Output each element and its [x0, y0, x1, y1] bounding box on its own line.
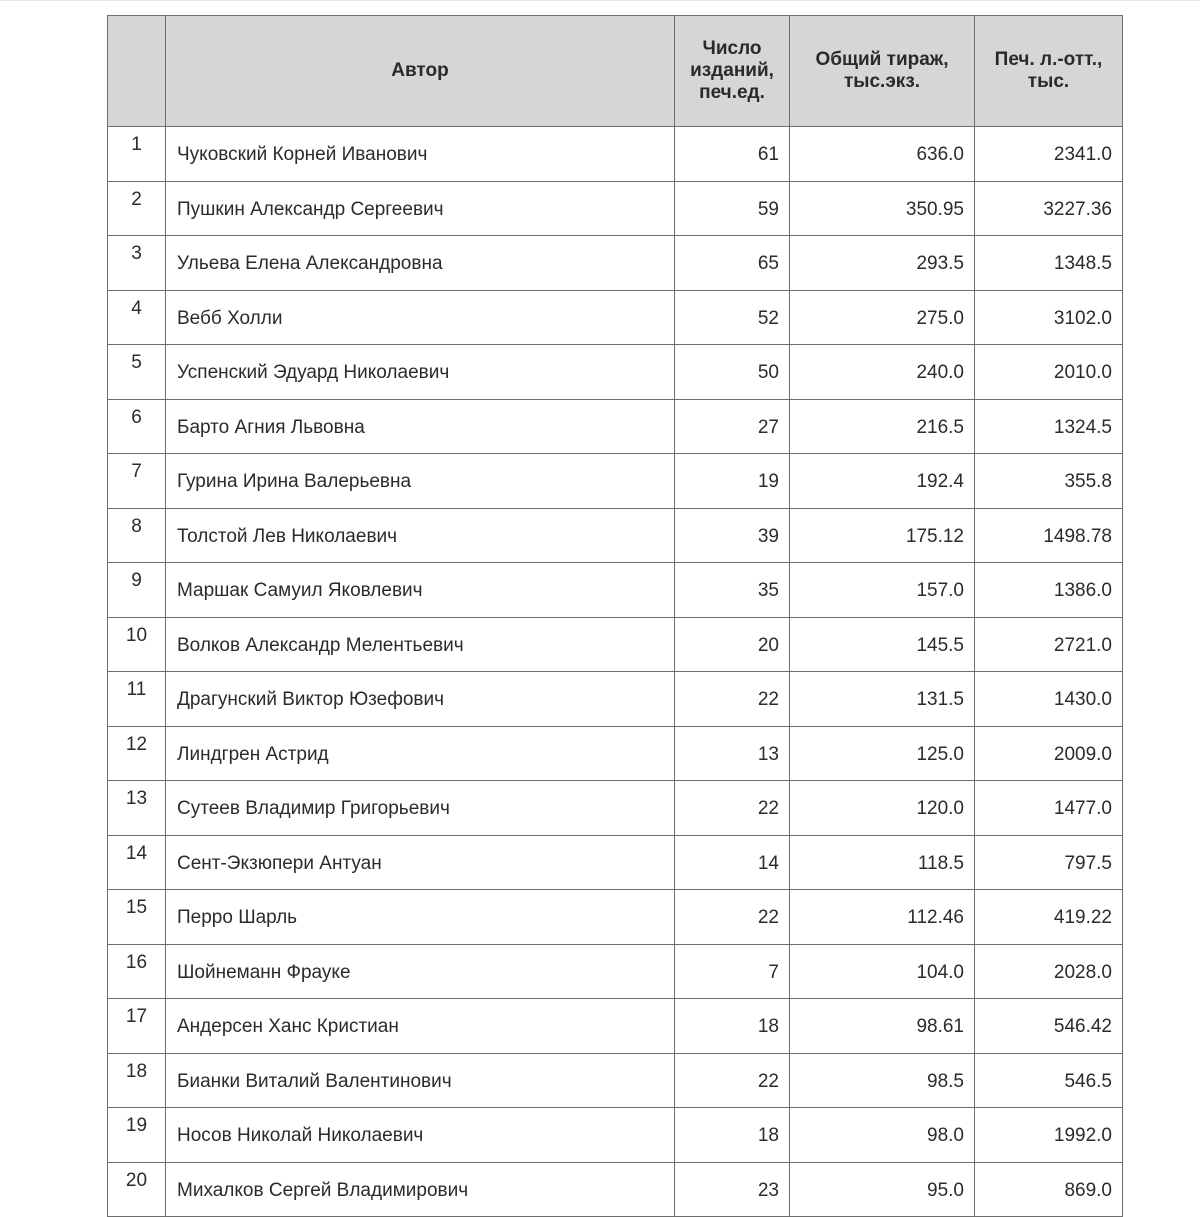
printed-sheets-cell: 1477.0	[975, 781, 1123, 836]
table-row	[108, 236, 1123, 291]
table-row	[108, 1053, 1123, 1108]
circulation-cell: 636.0	[790, 127, 975, 182]
author-name-cell: Вебб Холли	[166, 290, 675, 345]
header-circulation-line: тыс.экз.	[843, 71, 921, 92]
table-row	[108, 835, 1123, 890]
editions-count-cell: 22	[675, 672, 790, 727]
row-number: 13	[108, 781, 166, 836]
header-author: Автор	[166, 16, 675, 127]
circulation-cell: 98.0	[790, 1108, 975, 1163]
circulation-cell: 145.5	[790, 617, 975, 672]
circulation-cell: 95.0	[790, 1162, 975, 1217]
header-sheets-line: тыс.	[1027, 71, 1070, 92]
header-row	[108, 16, 1123, 127]
printed-sheets-cell: 546.42	[975, 999, 1123, 1054]
printed-sheets-cell: 2028.0	[975, 944, 1123, 999]
author-name-cell: Барто Агния Львовна	[166, 399, 675, 454]
row-number: 19	[108, 1108, 166, 1163]
printed-sheets-cell: 1992.0	[975, 1108, 1123, 1163]
header-index	[108, 16, 166, 127]
editions-count-cell: 13	[675, 726, 790, 781]
table-body	[108, 127, 1123, 1217]
author-name-cell: Сутеев Владимир Григорьевич	[166, 781, 675, 836]
circulation-cell: 216.5	[790, 399, 975, 454]
author-name-cell: Бианки Виталий Валентинович	[166, 1053, 675, 1108]
circulation-cell: 275.0	[790, 290, 975, 345]
row-number: 7	[108, 454, 166, 509]
table-header	[108, 16, 1123, 127]
author-name-cell: Перро Шарль	[166, 890, 675, 945]
circulation-cell: 125.0	[790, 726, 975, 781]
author-name-cell: Линдгрен Астрид	[166, 726, 675, 781]
printed-sheets-cell: 1430.0	[975, 672, 1123, 727]
row-number: 15	[108, 890, 166, 945]
row-number: 12	[108, 726, 166, 781]
editions-count-cell: 65	[675, 236, 790, 291]
author-name-cell: Драгунский Виктор Юзефович	[166, 672, 675, 727]
author-name-cell: Сент-Экзюпери Антуан	[166, 835, 675, 890]
printed-sheets-cell: 3227.36	[975, 181, 1123, 236]
printed-sheets-cell: 419.22	[975, 890, 1123, 945]
header-sheets-line: Печ. л.-отт.,	[994, 49, 1103, 70]
table-row	[108, 672, 1123, 727]
table-row	[108, 781, 1123, 836]
author-name-cell: Гурина Ирина Валерьевна	[166, 454, 675, 509]
circulation-cell: 240.0	[790, 345, 975, 400]
circulation-cell: 98.61	[790, 999, 975, 1054]
circulation-cell: 192.4	[790, 454, 975, 509]
editions-count-cell: 27	[675, 399, 790, 454]
editions-count-cell: 52	[675, 290, 790, 345]
row-number: 11	[108, 672, 166, 727]
row-number: 16	[108, 944, 166, 999]
table-row	[108, 127, 1123, 182]
row-number: 8	[108, 508, 166, 563]
editions-count-cell: 20	[675, 617, 790, 672]
table-row	[108, 726, 1123, 781]
author-name-cell: Ульева Елена Александровна	[166, 236, 675, 291]
page-top-divider	[0, 0, 1200, 1]
circulation-cell: 118.5	[790, 835, 975, 890]
author-name-cell: Маршак Самуил Яковлевич	[166, 563, 675, 618]
header-editions	[675, 16, 790, 127]
printed-sheets-cell: 3102.0	[975, 290, 1123, 345]
table-row	[108, 1108, 1123, 1163]
author-name-cell: Михалков Сергей Владимирович	[166, 1162, 675, 1217]
table-row	[108, 345, 1123, 400]
author-name-cell: Толстой Лев Николаевич	[166, 508, 675, 563]
editions-count-cell: 7	[675, 944, 790, 999]
table-row	[108, 999, 1123, 1054]
circulation-cell: 112.46	[790, 890, 975, 945]
row-number: 5	[108, 345, 166, 400]
author-name-cell: Носов Николай Николаевич	[166, 1108, 675, 1163]
printed-sheets-cell: 2009.0	[975, 726, 1123, 781]
editions-count-cell: 35	[675, 563, 790, 618]
printed-sheets-cell: 2721.0	[975, 617, 1123, 672]
printed-sheets-cell: 797.5	[975, 835, 1123, 890]
table-row	[108, 181, 1123, 236]
circulation-cell: 120.0	[790, 781, 975, 836]
printed-sheets-cell: 1386.0	[975, 563, 1123, 618]
editions-count-cell: 39	[675, 508, 790, 563]
editions-count-cell: 59	[675, 181, 790, 236]
author-name-cell: Пушкин Александр Сергеевич	[166, 181, 675, 236]
row-number: 2	[108, 181, 166, 236]
row-number: 6	[108, 399, 166, 454]
table-row	[108, 290, 1123, 345]
circulation-cell: 293.5	[790, 236, 975, 291]
circulation-cell: 104.0	[790, 944, 975, 999]
table-row	[108, 563, 1123, 618]
printed-sheets-cell: 1498.78	[975, 508, 1123, 563]
row-number: 9	[108, 563, 166, 618]
circulation-cell: 98.5	[790, 1053, 975, 1108]
header-editions-line: Число	[702, 38, 762, 59]
header-circulation-line: Общий тираж,	[815, 49, 949, 70]
table-row	[108, 1162, 1123, 1217]
table-row	[108, 944, 1123, 999]
row-number: 18	[108, 1053, 166, 1108]
author-name-cell: Андерсен Ханс Кристиан	[166, 999, 675, 1054]
editions-count-cell: 22	[675, 781, 790, 836]
printed-sheets-cell: 2010.0	[975, 345, 1123, 400]
author-name-cell: Чуковский Корней Иванович	[166, 127, 675, 182]
printed-sheets-cell: 869.0	[975, 1162, 1123, 1217]
table-row	[108, 890, 1123, 945]
table-row	[108, 508, 1123, 563]
editions-count-cell: 22	[675, 1053, 790, 1108]
author-name-cell: Успенский Эдуард Николаевич	[166, 345, 675, 400]
author-name-cell: Шойнеманн Фрауке	[166, 944, 675, 999]
circulation-cell: 350.95	[790, 181, 975, 236]
header-editions-line: печ.ед.	[699, 82, 765, 103]
editions-count-cell: 18	[675, 999, 790, 1054]
editions-count-cell: 50	[675, 345, 790, 400]
editions-count-cell: 19	[675, 454, 790, 509]
row-number: 14	[108, 835, 166, 890]
author-name-cell: Волков Александр Мелентьевич	[166, 617, 675, 672]
header-circulation	[790, 16, 975, 127]
table-row	[108, 617, 1123, 672]
printed-sheets-cell: 1324.5	[975, 399, 1123, 454]
table-row	[108, 399, 1123, 454]
row-number: 4	[108, 290, 166, 345]
editions-count-cell: 14	[675, 835, 790, 890]
row-number: 10	[108, 617, 166, 672]
editions-count-cell: 61	[675, 127, 790, 182]
table-row	[108, 454, 1123, 509]
editions-count-cell: 23	[675, 1162, 790, 1217]
printed-sheets-cell: 2341.0	[975, 127, 1123, 182]
circulation-cell: 175.12	[790, 508, 975, 563]
row-number: 1	[108, 127, 166, 182]
header-editions-line: изданий,	[690, 60, 774, 81]
authors-table	[107, 15, 1123, 1217]
header-sheets	[975, 16, 1123, 127]
printed-sheets-cell: 546.5	[975, 1053, 1123, 1108]
row-number: 3	[108, 236, 166, 291]
editions-count-cell: 22	[675, 890, 790, 945]
circulation-cell: 131.5	[790, 672, 975, 727]
printed-sheets-cell: 1348.5	[975, 236, 1123, 291]
circulation-cell: 157.0	[790, 563, 975, 618]
row-number: 20	[108, 1162, 166, 1217]
editions-count-cell: 18	[675, 1108, 790, 1163]
row-number: 17	[108, 999, 166, 1054]
printed-sheets-cell: 355.8	[975, 454, 1123, 509]
